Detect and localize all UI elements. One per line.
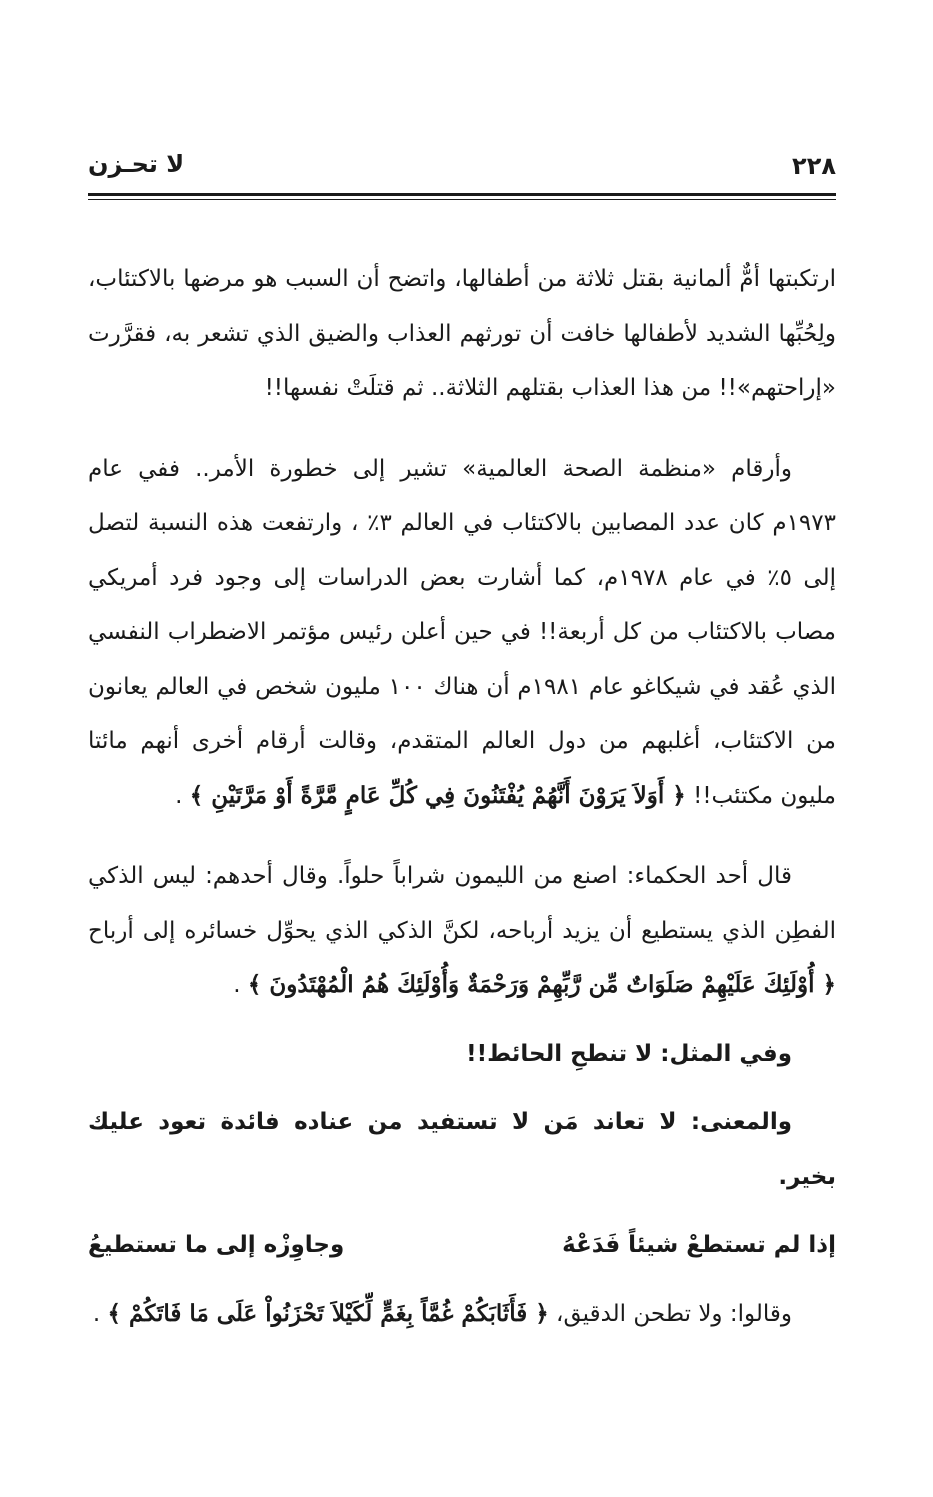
- proverb-label: وفي المثل:: [652, 1040, 792, 1067]
- header-rule-thin: [88, 199, 836, 200]
- paragraph-2-text: وأرقام «منظمة الصحة العالمية» تشير إلى خطورة الأمر.. ففي عام ١٩٧٣م كان عدد المصابين بالاكتئاب في العالم ٣٪ ، وارتفعت هذه النسبة لتصل إلى ٥٪ في عام ١٩٧٨م، كما أشارت بعض الدراسات إلى وجود فرد أمريكي مصاب بالاكتئاب من كل أربعة!! في حين أعلن رئيس مؤتمر الاضطراب النفسي الذي عُقد في شيكاغو عام ١٩٨١م أن هناك ١٠٠ مليون شخص في العالم يعانون من الاكتئاب، أغلبهم من دول العالم المتقدم، وقالت أرقام أخرى أنهم مائتا مليون مكتئب!!: [88, 455, 836, 809]
- running-title: لا تحـزن: [88, 150, 185, 178]
- paragraph-5: [88, 1095, 836, 1204]
- paragraph-1: [88, 252, 836, 416]
- paragraph-2: [88, 442, 836, 824]
- header-rule-thick: [88, 193, 836, 196]
- paragraph-3: [88, 849, 836, 1013]
- page-header: [88, 148, 836, 192]
- paragraph-6-text: وقالوا: ولا تطحن الدقيق،: [548, 1300, 792, 1327]
- paragraph-1-text: ارتكبتها أمٌّ ألمانية بقتل ثلاثة من أطفالها، واتضح أن السبب هو مرضها بالاكتئاب، ولِحُبِّها الشديد لأطفالها خافت أن تورثهم العذاب والضيق الذي تشعر به، فقرَّرت «إراحتهم»!! من هذا العذاب بقتلهم الثلاثة.. ثم قتلَتْ نفسها!!: [88, 266, 836, 401]
- poetry-second-hemistich: وجاوِزْه إلى ما تستطيعُ: [88, 1232, 345, 1258]
- quran-verse-3: ﴿ فَأَثَابَكُمْ غُمَّاً بِغَمٍّ لِّكَيْلاَ تَحْزَنُواْ عَلَى مَا فَاتَكُمْ ﴾: [107, 1299, 549, 1327]
- proverb-text: لا تنطحِ الحائط!!: [466, 1040, 653, 1067]
- paragraph-4: [88, 1027, 836, 1082]
- meaning-label: والمعنى:: [676, 1109, 792, 1135]
- paragraph-6-end: .: [92, 1300, 108, 1327]
- quran-verse-1: ﴿ أَوَلاَ يَرَوْنَ أَنَّهُمْ يُفْتَنُونَ فِي كُلِّ عَامٍ مَّرَّةً أَوْ مَرَّتَيْنِ ﴾: [189, 781, 686, 809]
- meaning-text: لا تعاند مَن لا تستفيد من عناده فائدة تعود عليك بخير.: [88, 1109, 836, 1190]
- poetry-verse: [88, 1218, 836, 1273]
- paragraph-3-text: قال أحد الحكماء: اصنع من الليمون شراباً حلواً. وقال أحدهم: ليس الذكي الفطِن الذي يستطيع أن يزيد أرباحه، لكنَّ الذكي الذي يحوِّل خسائره إلى أرباح: [88, 863, 836, 944]
- paragraph-6: [88, 1287, 836, 1342]
- paragraph-3-end: .: [233, 972, 248, 998]
- quran-verse-2: ﴿ أُوْلَئِكَ عَلَيْهِمْ صَلَوَاتٌ مِّن رَّبِّهِمْ وَرَحْمَةٌ وَأُوْلَئِكَ هُمُ الْمُهْتَدُونَ ﴾: [247, 971, 836, 998]
- paragraph-2-end: .: [175, 782, 190, 809]
- page-number: ٢٢٨: [792, 152, 836, 180]
- page-body: [88, 252, 836, 1367]
- poetry-first-hemistich: إذا لم تستطعْ شيئاً فَدَعْهُ: [562, 1232, 836, 1258]
